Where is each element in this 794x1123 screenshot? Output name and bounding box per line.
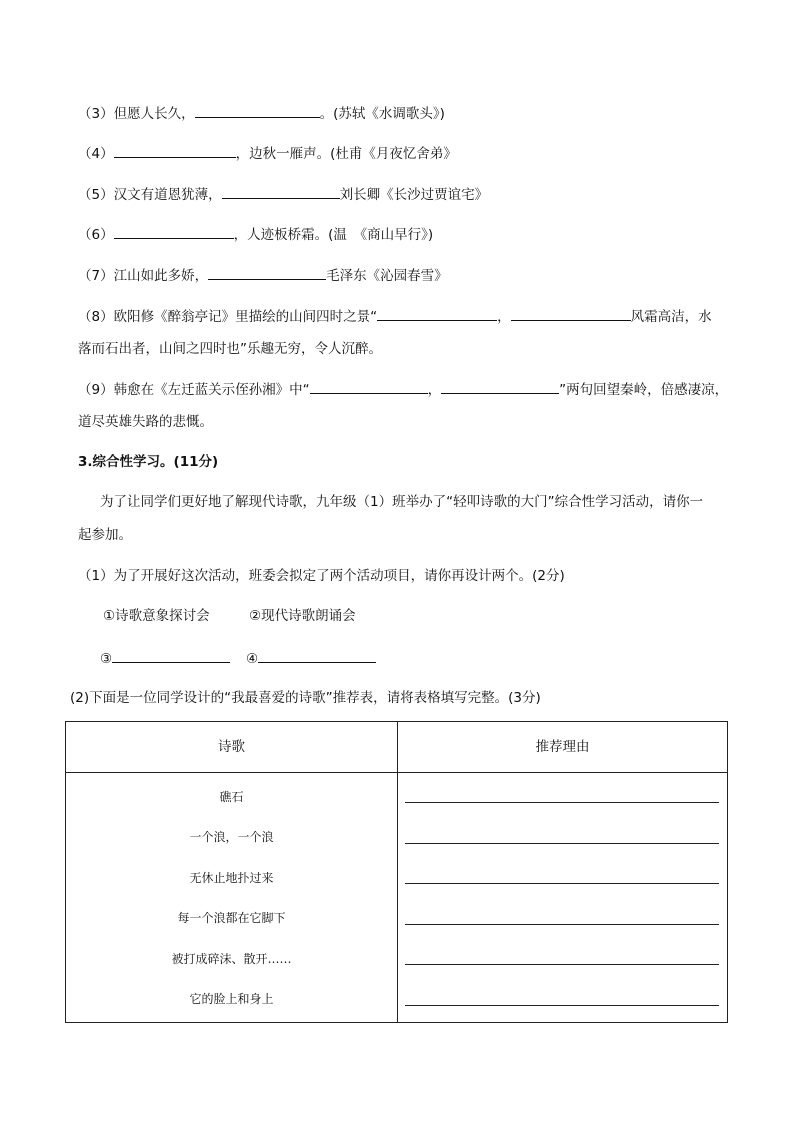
section-3-title: 3.综合性学习。(11分) [78, 454, 219, 470]
activity-item-3 [100, 648, 230, 669]
reason-writing-line[interactable] [405, 802, 719, 803]
section-3-intro-line2: 起参加。 [78, 527, 132, 543]
sub-question-2: (2)下面是一位同学设计的“我最喜爱的诗歌”推荐表，请将表格填写完整。(3分) [70, 690, 541, 706]
answer-blank-8a[interactable] [377, 306, 497, 321]
poem-line: 礁石 [219, 790, 244, 804]
poem-line: 每一个浪都在它脚下 [177, 911, 286, 925]
poem-line: 被打成碎沫、散开…… [171, 952, 292, 966]
question-9-tail: ”两句回望秦岭，倍感凄凉， [559, 382, 729, 398]
reason-writing-line[interactable] [405, 883, 719, 884]
question-6-source: ，人迹板桥霜。(温 《商山早行》) [233, 227, 434, 243]
activity-item-4-label: ④ [246, 651, 259, 667]
question-4-source: ，边秋一雁声。(杜甫《月夜忆舍弟》 [235, 146, 457, 162]
reason-writing-line[interactable] [405, 964, 719, 965]
activity-blank-4[interactable] [258, 648, 376, 663]
activity-blank-3[interactable] [112, 648, 230, 663]
question-3-prompt: （3）但愿人长久， [78, 106, 195, 122]
question-9-comma: ， [427, 382, 442, 398]
table-header-reason: 推荐理由 [535, 739, 590, 755]
question-7 [78, 265, 448, 286]
question-6 [78, 224, 433, 245]
activity-item-4 [246, 648, 376, 669]
answer-blank-3[interactable] [195, 103, 320, 118]
question-5-source: 刘长卿《长沙过贾谊宅》 [339, 187, 489, 203]
answer-blank-9a[interactable] [310, 379, 428, 394]
question-8 [78, 306, 712, 327]
question-3-source: 。(苏轼《水调歌头》) [319, 106, 445, 122]
question-7-source: 毛泽东《沁园春雪》 [326, 268, 448, 284]
answer-blank-8b[interactable] [511, 306, 631, 321]
section-3-intro-line1: 为了让同学们更好地了解现代诗歌，九年级（1）班举办了“轻叩诗歌的大门”综合性学习活动，请你一 [100, 494, 704, 510]
question-4 [78, 143, 457, 164]
activity-item-3-label: ③ [100, 651, 113, 667]
question-9 [78, 379, 728, 400]
reason-writing-line[interactable] [405, 843, 719, 844]
activity-item-2: ②现代诗歌朗诵会 [249, 608, 356, 624]
question-8-comma: ， [497, 309, 511, 325]
reason-writing-line[interactable] [405, 1005, 719, 1006]
answer-blank-6[interactable] [114, 224, 234, 239]
question-9-line2: 道尽英雄失路的悲慨。 [78, 414, 213, 430]
activity-item-1: ①诗歌意象探讨会 [103, 608, 210, 624]
question-7-prompt: （7）江山如此多娇， [78, 268, 209, 284]
answer-blank-7[interactable] [208, 265, 326, 280]
table-header-poem: 诗歌 [218, 739, 245, 755]
table-column-divider [397, 722, 398, 1022]
question-8-tail: 风霜高洁，水 [630, 309, 712, 325]
question-8-line2: 落而石出者，山间之四时也”乐趣无穷，令人沉醉。 [78, 341, 382, 357]
sub-question-1: （1）为了开展好这次活动，班委会拟定了两个活动项目，请你再设计两个。(2分) [78, 568, 565, 584]
question-4-prompt: （4） [78, 146, 114, 162]
question-5-prompt: （5）汉文有道恩犹薄， [78, 187, 222, 203]
question-8-prompt: （8）欧阳修《醉翁亭记》里描绘的山间四时之景“ [78, 309, 378, 325]
answer-blank-9b[interactable] [441, 379, 559, 394]
reason-writing-line[interactable] [405, 924, 719, 925]
poem-line: 无休止地扑过来 [189, 871, 274, 885]
question-3 [78, 103, 445, 124]
question-6-prompt: （6） [78, 227, 114, 243]
answer-blank-5[interactable] [222, 184, 340, 199]
question-9-prompt: （9）韩愈在《左迁蓝关示侄孙湘》中“ [78, 382, 310, 398]
poem-line: 它的脸上和身上 [189, 992, 274, 1006]
poem-line: 一个浪，一个浪 [189, 830, 274, 844]
recommendation-table [65, 721, 728, 1023]
answer-blank-4[interactable] [114, 143, 236, 158]
table-header-divider [66, 772, 727, 773]
question-5 [78, 184, 488, 205]
